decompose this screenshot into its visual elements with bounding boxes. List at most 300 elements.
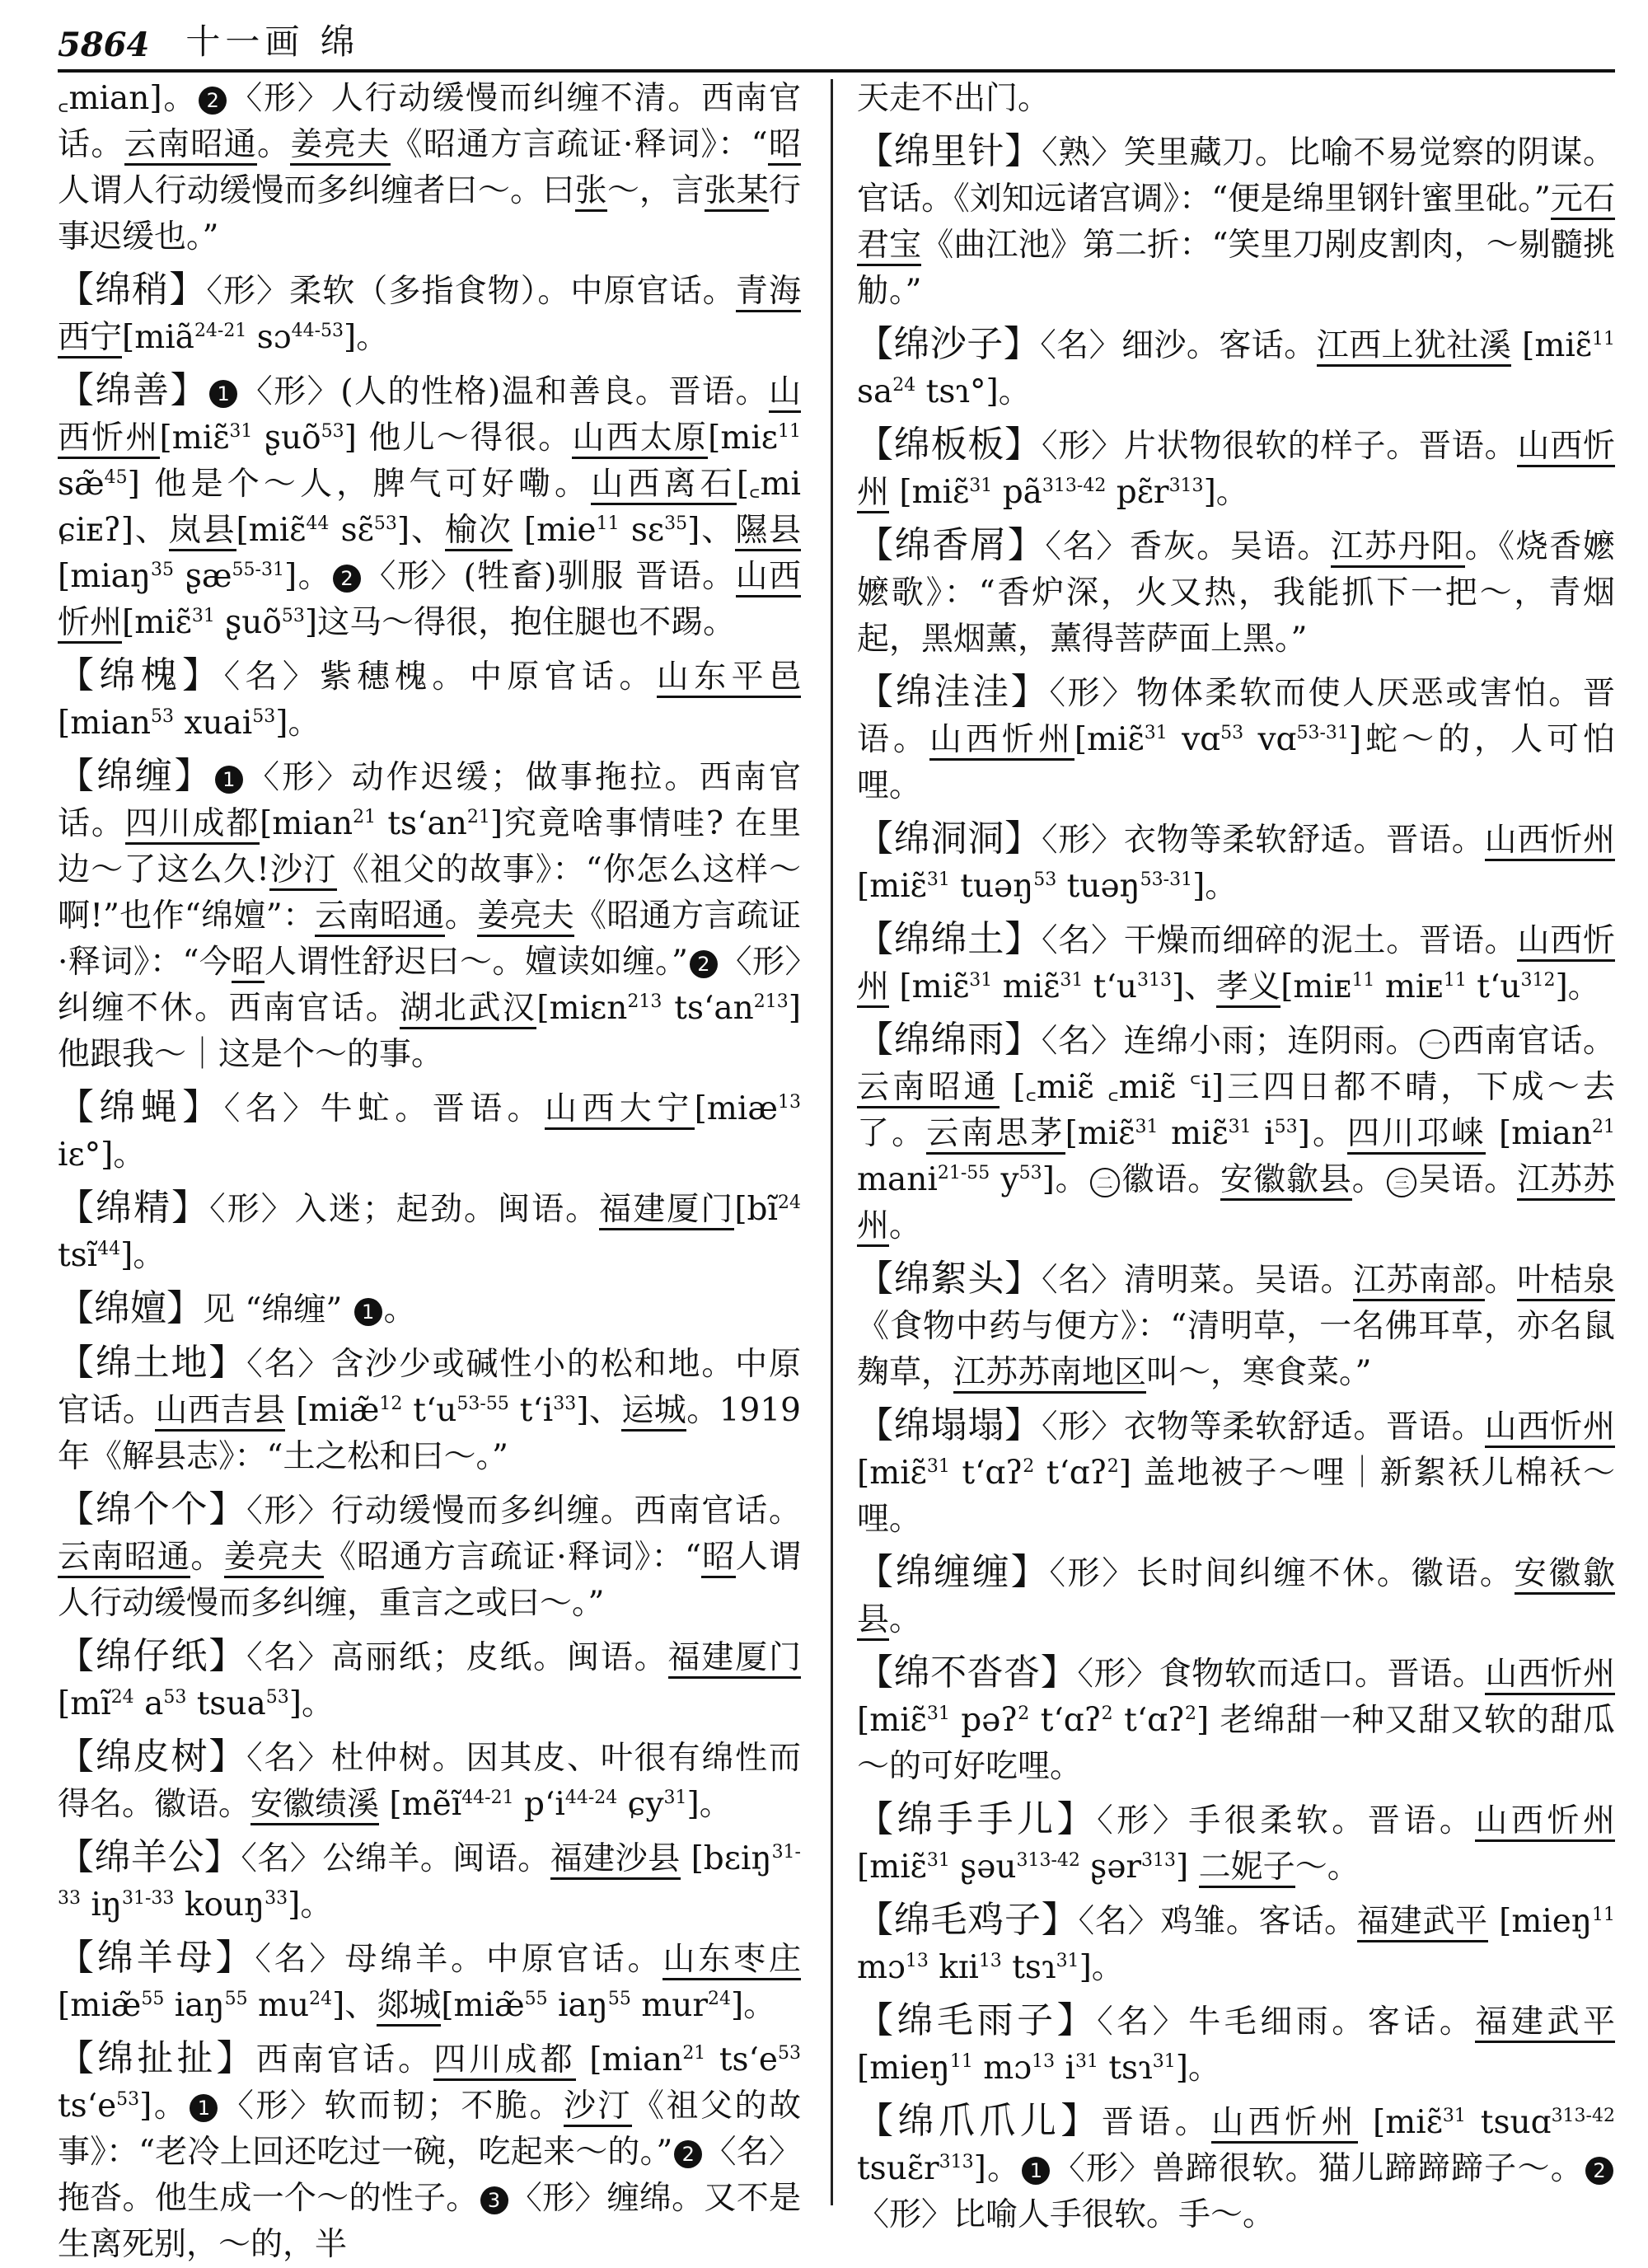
entry-headword: 【绵精】 xyxy=(58,1187,210,1229)
underlined-proper-name: 江苏南部 xyxy=(1353,1262,1484,1301)
underlined-proper-name: 四川成都 xyxy=(433,2041,576,2081)
entry-text: [miɛ̃ xyxy=(857,1702,927,1739)
entry-headword: 【绵羊母】 xyxy=(58,1937,255,1979)
tone-number: 2 xyxy=(1185,1703,1197,1724)
entry-text: ʂuõ xyxy=(214,604,282,641)
tone-number: 35 xyxy=(664,513,688,534)
tone-number: 44-24 xyxy=(564,1788,618,1808)
entry-text: 〈名〉细沙。客话。 xyxy=(1040,327,1317,364)
underlined-proper-name: 云南昭通 xyxy=(315,897,444,937)
entry-text: tsɿ xyxy=(1098,2050,1153,2087)
entry-text: [mĩ xyxy=(58,1685,111,1722)
tone-number: 31 xyxy=(969,476,993,496)
dictionary-entry xyxy=(58,1935,801,2029)
sense-number: 2 xyxy=(1585,2157,1613,2185)
entry-text: mani xyxy=(857,1161,938,1198)
underlined-proper-name: 福建武平 xyxy=(1475,2003,1615,2043)
entry-text: 见 “绵缠” xyxy=(203,1291,353,1328)
entry-text: 〈名〉牛毛细雨。客话。 xyxy=(1097,2003,1476,2041)
dictionary-entry xyxy=(857,916,1615,1010)
entry-text: 〈名〉牛虻。晋语。 xyxy=(223,1090,545,1127)
entry-text: iɛ°]。 xyxy=(58,1136,146,1174)
tone-number: 213 xyxy=(627,991,662,1012)
tone-number: 313 xyxy=(939,2152,974,2172)
dictionary-entry xyxy=(857,2098,1615,2238)
dictionary-entry xyxy=(857,1403,1615,1543)
entry-text: 〈形〉比喻人手很软。手～。 xyxy=(857,2196,1276,2233)
dictionary-entry xyxy=(857,1797,1615,1891)
underlined-proper-name: 山西忻州 xyxy=(1485,1656,1615,1695)
entry-text: ɕy xyxy=(617,1786,664,1823)
page-number: 5864 xyxy=(58,26,150,64)
entry-text: ]、 xyxy=(396,512,445,549)
entry-text: 〈形〉兽蹄很软。猫儿蹄蹄蹄子～。 xyxy=(1051,2150,1584,2187)
entry-text: t‘i xyxy=(508,1392,554,1429)
entry-headword: 【绵絮头】 xyxy=(857,1258,1042,1300)
underlined-proper-name: 昭 xyxy=(232,944,265,983)
dictionary-entry xyxy=(857,1256,1615,1396)
entry-text: [miæ̃ xyxy=(58,1987,142,2024)
entry-text: 《昭通方言疏证·释词》： xyxy=(58,897,801,981)
tone-number: 55 xyxy=(607,1989,631,2009)
entry-headword: 【绵毛鸡子】 xyxy=(857,1899,1079,1941)
dialect-group-number: 一 xyxy=(1420,1029,1449,1059)
entry-text: ]究竟啥事情哇? 在里边～了这么久! xyxy=(58,805,801,888)
entry-text: t‘ɑʔ xyxy=(1034,1455,1107,1492)
entry-text: tuəŋ xyxy=(1056,868,1140,905)
entry-text: 〈形〉行动缓慢而多纠缠。西南官话。 xyxy=(246,1492,801,1530)
tone-number: 2 xyxy=(1101,1703,1113,1724)
tone-number: 2 xyxy=(1023,1456,1035,1477)
tone-number: 13 xyxy=(777,1092,801,1113)
entry-text: iaŋ xyxy=(547,1987,608,2024)
sense-number: 1 xyxy=(1022,2157,1050,2185)
entry-headword: 【绵里针】 xyxy=(857,130,1042,172)
sense-number: 1 xyxy=(354,1298,382,1326)
entry-text: ʂuõ xyxy=(252,419,321,457)
tone-number: 53 xyxy=(151,706,175,727)
tone-number: 44-53 xyxy=(291,321,344,341)
tone-number: 31 xyxy=(191,606,215,626)
underlined-proper-name: 沙汀 xyxy=(269,851,337,891)
tone-number: 24 xyxy=(708,1989,732,2009)
underlined-proper-name: 湖北武汉 xyxy=(400,990,536,1029)
underlined-proper-name: 隰县 xyxy=(735,512,801,551)
entry-text: miɛ̃ xyxy=(1158,1115,1229,1152)
entry-text: [bɛiŋ xyxy=(680,1840,772,1877)
entry-text: [mian xyxy=(260,805,353,842)
entry-text: 。1919年《解县志》： xyxy=(58,1392,801,1475)
entry-text: iŋ xyxy=(81,1886,122,1924)
entry-text: kɪi xyxy=(928,1949,979,1986)
tone-number: 55-31 xyxy=(232,560,284,580)
tone-number: 31 xyxy=(1074,2051,1098,2072)
dictionary-entry xyxy=(857,76,1615,122)
right-column xyxy=(857,76,1616,2233)
entry-text: [mieŋ xyxy=(1487,1903,1592,1940)
tone-number: 53 xyxy=(265,1687,289,1708)
underlined-proper-name: 张 xyxy=(575,172,607,212)
dictionary-entry xyxy=(58,1835,801,1928)
entry-text: [miɛ̃ xyxy=(857,1455,927,1492)
entry-text: vɑ xyxy=(1167,721,1221,758)
dictionary-entry xyxy=(58,1185,801,1279)
underlined-proper-name: 山西忻州 xyxy=(1211,2104,1358,2144)
underlined-proper-name: 山西忻州 xyxy=(1485,1408,1615,1448)
entry-text: sɛ̃ xyxy=(329,512,374,549)
tone-number: 11 xyxy=(949,2051,973,2072)
tone-number: 11 xyxy=(596,513,620,534)
underlined-proper-name: 山西忻州 xyxy=(58,558,801,644)
column-divider xyxy=(831,79,833,2205)
dictionary-entry xyxy=(58,753,801,1078)
entry-text: 。 xyxy=(1484,1262,1518,1299)
entry-text: t‘ɑʔ xyxy=(1029,1702,1102,1739)
entry-text: [mieŋ xyxy=(857,2050,950,2087)
entry-text: tsuɛ̃r xyxy=(857,2150,939,2187)
entry-text: ]。 xyxy=(288,1886,333,1924)
tone-number: 11 xyxy=(778,421,801,442)
entry-text: 〈形〉缠绵。又不是生离死别，～的，半 xyxy=(58,2180,801,2263)
tone-number: 313 xyxy=(1136,970,1172,991)
entry-text: [bĩ xyxy=(734,1191,778,1228)
entry-text: 叫～，寒食菜。” xyxy=(1146,1354,1372,1391)
entry-headword: 【绵手手儿】 xyxy=(857,1798,1098,1840)
entry-text: 吴语。 xyxy=(1417,1161,1518,1198)
entry-text: “便是绵里钢针蜜里砒。” xyxy=(1211,180,1551,218)
entry-text: 〈形〉纠缠不休。西南官话。 xyxy=(58,944,801,1027)
underlined-proper-name: 姜亮夫 xyxy=(477,897,574,937)
entry-text: pəʔ xyxy=(949,1702,1018,1739)
underlined-proper-name: 四川邛崃 xyxy=(1347,1115,1486,1155)
sense-number: 1 xyxy=(190,2094,218,2122)
underlined-proper-name: 运城 xyxy=(621,1392,686,1432)
entry-text: 。 xyxy=(257,126,291,163)
dictionary-entry xyxy=(857,669,1615,809)
entry-text: pã xyxy=(992,474,1042,511)
entry-text: [miɛ̃ xyxy=(1511,327,1592,364)
entry-text: pɛ̃r xyxy=(1106,474,1169,511)
underlined-proper-name: 山西忻州 xyxy=(58,373,801,459)
entry-text: [miaŋ xyxy=(58,558,152,595)
underlined-proper-name: 云南昭通 xyxy=(124,126,257,166)
entry-headword: 【绵沙子】 xyxy=(857,323,1041,365)
sense-number: 1 xyxy=(209,380,237,408)
entry-text: [miɛ̃ xyxy=(122,604,192,641)
entry-text: “清明草，一名佛耳草，亦名鼠麹草， xyxy=(857,1308,1615,1391)
dictionary-entry xyxy=(857,422,1615,516)
entry-text: 〈形〉衣物等柔软舒适。晋语。 xyxy=(1041,822,1485,859)
underlined-proper-name: 福建厦门 xyxy=(599,1191,734,1230)
entry-text: [miɛ̃ xyxy=(159,419,230,457)
entry-text: 《祖父的故事》： xyxy=(58,2088,801,2171)
entry-text: ꜀mian]。 xyxy=(58,80,198,117)
tone-number: 11 xyxy=(1443,970,1467,991)
dictionary-entry xyxy=(857,1650,1615,1790)
underlined-proper-name: 山东枣庄 xyxy=(662,1941,801,1980)
entry-text: 〈名〉杜仲树。因其皮、叶很有绵性而得名。徽语。 xyxy=(58,1740,801,1823)
entry-text: ]他跟我～｜这是个～的事。 xyxy=(58,990,801,1073)
entry-text: ] 他儿～得很。 xyxy=(344,419,573,457)
tone-number: 31 xyxy=(926,1703,950,1724)
entry-headword: 【绵板板】 xyxy=(857,424,1042,466)
tone-number: 31-33 xyxy=(58,1842,801,1909)
entry-text: [miɛ̃ xyxy=(889,968,970,1005)
entry-text: ts‘e xyxy=(705,2041,778,2078)
entry-text: [miæ̃ xyxy=(285,1392,380,1429)
tone-number: 31 xyxy=(1056,1951,1079,1971)
underlined-proper-name: 二妮子 xyxy=(1199,1849,1295,1888)
entry-text: ]。 xyxy=(973,2150,1021,2187)
entry-text: 。《烧香嬷嬷歌》： xyxy=(857,528,1615,612)
entry-text: [miɛn xyxy=(536,990,628,1027)
entry-text: “土之松和曰～。” xyxy=(266,1438,508,1475)
tone-number: 55 xyxy=(141,1989,165,2009)
entry-text: tsɿ xyxy=(1001,1949,1056,1986)
underlined-proper-name: 青海西宁 xyxy=(58,273,801,358)
tone-number: 11 xyxy=(1351,970,1375,991)
sense-number: 1 xyxy=(215,766,243,794)
entry-text: ]、 xyxy=(1171,968,1217,1005)
sense-number: 2 xyxy=(199,87,227,115)
entry-text: ]。 xyxy=(1297,1115,1348,1152)
entry-text: 。 xyxy=(383,1291,416,1328)
entry-text: mu xyxy=(247,1987,310,2024)
dialect-group-number: 三 xyxy=(1387,1168,1416,1197)
entry-text: ] 盖地被子～哩｜新絮袄儿棉袄～哩。 xyxy=(857,1455,1616,1538)
dialect-group-number: 二 xyxy=(1090,1168,1120,1197)
underlined-proper-name: 云南昭通 xyxy=(857,1069,1000,1108)
dictionary-entry xyxy=(857,1897,1615,1991)
dictionary-entry xyxy=(857,1998,1615,2092)
entry-text: t‘u xyxy=(1083,968,1137,1005)
entry-text: 《食物中药与便方》： xyxy=(857,1308,1171,1345)
dictionary-entry xyxy=(58,1340,801,1480)
section-heading: 十一画 绵 xyxy=(185,21,360,62)
entry-text: 〈形〉物体柔软而使人厌恶或害怕。晋语。 xyxy=(857,675,1615,758)
tone-number: 2 xyxy=(1107,1456,1119,1477)
underlined-proper-name: 张某 xyxy=(705,172,769,212)
entry-text: ]这马～得很，抱住腿也不踢。 xyxy=(304,604,736,641)
entry-text: t‘u xyxy=(1466,968,1521,1005)
underlined-proper-name: 叶桔泉 xyxy=(1517,1262,1615,1301)
entry-text: 人谓人行动缓慢而多纠缠者曰～。曰 xyxy=(58,172,575,209)
underlined-proper-name: 山西大宁 xyxy=(545,1090,695,1130)
entry-text: mɔ xyxy=(857,1949,906,1986)
entry-text: tsĩ xyxy=(58,1237,98,1274)
tone-number: 313-42 xyxy=(1551,2106,1615,2126)
tone-number: 35 xyxy=(151,560,175,580)
entry-text: miɛ̃ xyxy=(992,968,1060,1005)
underlined-proper-name: 山东平邑 xyxy=(657,658,801,698)
entry-text: 人谓人行动缓慢而多纠缠，重言之或曰～。” xyxy=(58,1539,801,1622)
underlined-proper-name: 昭 xyxy=(701,1539,736,1578)
entry-text: [miæ̃ xyxy=(441,1987,525,2024)
entry-text: 〈形〉长时间纠缠不休。徽语。 xyxy=(1049,1555,1515,1592)
entry-text: 〈名〉母绵羊。中原官话。 xyxy=(255,1941,663,1978)
entry-text: [miæ xyxy=(694,1090,778,1127)
underlined-proper-name: 山西吉县 xyxy=(155,1392,285,1432)
left-column xyxy=(58,76,802,2263)
entry-text: ～，言 xyxy=(606,172,705,209)
entry-text: [miã xyxy=(122,319,194,356)
entry-text: 〈名〉拖沓。他生成一个～的性子。 xyxy=(58,2134,801,2217)
entry-text: ]。 xyxy=(1555,968,1600,1005)
entry-text: 〈名〉连绵小雨；连阴雨。 xyxy=(1041,1023,1419,1060)
entry-text: 〈名〉清明菜。吴语。 xyxy=(1041,1262,1354,1299)
dictionary-entry xyxy=(58,76,801,260)
entry-text: [miɛ̃ xyxy=(236,512,307,549)
underlined-proper-name: 云南思茅 xyxy=(926,1115,1065,1155)
entry-text: 《昭通方言疏证·释词》： xyxy=(390,126,751,163)
underlined-proper-name: 云南昭通 xyxy=(58,1539,190,1578)
tone-number: 21 xyxy=(1592,1117,1615,1137)
tone-number: 53 xyxy=(163,1687,187,1708)
entry-text: ts‘e xyxy=(58,2088,117,2125)
entry-text: 人谓性舒迟曰～。嬗读如缠。” xyxy=(264,944,688,981)
underlined-proper-name: 四川成都 xyxy=(125,805,260,845)
entry-headword: 【绵缠】 xyxy=(58,755,213,797)
tone-number: 313 xyxy=(1141,1850,1177,1871)
entry-text: [mian xyxy=(575,2041,683,2078)
entry-headword: 【绵香屑】 xyxy=(857,524,1046,566)
entry-text: ]。 xyxy=(344,319,389,356)
entry-headword: 【绵个个】 xyxy=(58,1488,247,1530)
tone-number: 2 xyxy=(1018,1703,1030,1724)
tone-number: 13 xyxy=(905,1951,929,1971)
entry-text: [mian xyxy=(1486,1115,1592,1152)
tone-number: 53 xyxy=(252,706,276,727)
tone-number: 53 xyxy=(778,2043,801,2064)
entry-text: ]、 xyxy=(576,1392,622,1429)
tone-number: 53 xyxy=(1018,1163,1042,1183)
entry-text: tuəŋ xyxy=(949,868,1034,905)
entry-headword: 【绵绵雨】 xyxy=(857,1019,1042,1061)
entry-text: 〈名〉鸡雏。客话。 xyxy=(1078,1903,1357,1940)
underlined-proper-name: 山西忻州 xyxy=(857,922,1615,1008)
underlined-proper-name: 郯城 xyxy=(377,1987,441,2027)
entry-text: [mẽĩ xyxy=(379,1786,462,1823)
tone-number: 33 xyxy=(265,1888,288,1909)
tone-number: 55 xyxy=(224,1989,248,2009)
entry-text: 〈熟〉笑里藏刀。比喻不易觉察的阴谋。官话。《刘知远诸宫调》： xyxy=(857,134,1615,218)
dictionary-entry xyxy=(857,1017,1615,1249)
tone-number: 45 xyxy=(104,467,128,488)
entry-text: ]。 xyxy=(731,1987,776,2024)
tone-number: 21 xyxy=(682,2043,706,2064)
entry-headword: 【绵蝇】 xyxy=(58,1086,224,1128)
entry-text: ts‘an xyxy=(662,990,754,1027)
tone-number: 31 xyxy=(969,970,993,991)
entry-text: 〈形〉柔软（多指食物）。中原官话。 xyxy=(206,273,736,310)
header-rule xyxy=(58,69,1615,73)
entry-text: [miɛ̃ xyxy=(1074,721,1145,758)
page-header xyxy=(58,18,1615,64)
entry-text: vɑ xyxy=(1243,721,1297,758)
tone-number: 53 xyxy=(321,421,344,442)
entry-headword: 【绵绵土】 xyxy=(857,918,1042,960)
entry-text: “今 xyxy=(182,944,232,981)
entry-text: “ xyxy=(751,126,768,163)
tone-number: 53 xyxy=(1033,869,1057,890)
tone-number: 53 xyxy=(373,513,397,534)
underlined-proper-name: 江苏苏南地区 xyxy=(953,1354,1146,1394)
tone-number: 31 xyxy=(663,1788,687,1808)
underlined-proper-name: 安徽绩溪 xyxy=(250,1786,379,1825)
dictionary-entry xyxy=(857,816,1615,910)
entry-text: ] 他是个～人，脾气可好嘞。 xyxy=(127,466,592,503)
entry-text: “ xyxy=(684,1539,701,1576)
tone-number: 33 xyxy=(553,1394,577,1414)
sense-number: 2 xyxy=(674,2140,702,2168)
entry-text: tsɿ°]。 xyxy=(915,373,1031,410)
tone-number: 53 xyxy=(116,2089,140,2110)
entry-text: [miɛ̃ xyxy=(857,868,927,905)
entry-text: a xyxy=(133,1685,164,1722)
entry-text: ] 老绵甜一种又甜又软的甜瓜～的可好吃哩。 xyxy=(857,1702,1615,1785)
entry-text: mɔ xyxy=(972,2050,1032,2087)
entry-text: ts‘an xyxy=(376,805,467,842)
entry-text: 西南官话。 xyxy=(255,2041,434,2078)
tone-number: 44 xyxy=(306,513,330,534)
tone-number: 312 xyxy=(1520,970,1556,991)
entry-headword: 【绵洞洞】 xyxy=(857,818,1042,860)
entry-text: 〈形〉(牲畜)驯服 晋语。 xyxy=(363,558,736,595)
tone-number: 313-42 xyxy=(1042,476,1107,496)
entry-text: ]。 xyxy=(1203,474,1248,511)
sense-number: 2 xyxy=(333,565,361,593)
entry-text: ]。 xyxy=(1079,1949,1124,1986)
underlined-proper-name: 山西忻州 xyxy=(929,721,1074,761)
entry-text: 〈形〉人行动缓慢而纠缠不清。西南官话。 xyxy=(58,80,801,163)
entry-text: “老冷上回还吃过一碗，吃起来～的。” xyxy=(138,2134,673,2171)
entry-text: p‘i xyxy=(513,1786,565,1823)
entry-text: 〈名〉干燥而细碎的泥土。晋语。 xyxy=(1041,922,1518,959)
underlined-proper-name: 江苏丹阳 xyxy=(1331,528,1465,568)
entry-text: 〈形〉片状物很软的样子。晋语。 xyxy=(1041,428,1518,465)
entry-text: ] xyxy=(1176,1849,1199,1886)
underlined-proper-name: 福建厦门 xyxy=(668,1639,802,1679)
entry-headword: 【绵缠缠】 xyxy=(857,1551,1050,1593)
entry-text: [mie xyxy=(512,512,597,549)
tone-number: 11 xyxy=(1591,1905,1615,1925)
entry-headword: 【绵嬗】 xyxy=(58,1287,203,1329)
entry-text: 〈形〉衣物等柔软舒适。晋语。 xyxy=(1041,1408,1485,1446)
underlined-proper-name: 岚县 xyxy=(169,512,236,551)
entry-text: 《昭通方言疏证·释词》： xyxy=(323,1539,685,1576)
entry-text: ]。 xyxy=(139,2088,189,2125)
entry-text: 〈名〉紫穗槐。中原官话。 xyxy=(223,658,657,696)
entry-text: 〈形〉入迷；起劲。闽语。 xyxy=(209,1191,600,1228)
entry-text: ʂər xyxy=(1079,1849,1142,1886)
entry-text: kouŋ xyxy=(174,1886,265,1924)
tone-number: 313 xyxy=(1168,476,1204,496)
entry-text: ]。 xyxy=(120,1237,166,1274)
underlined-proper-name: 福建武平 xyxy=(1357,1903,1488,1942)
tone-number: 24 xyxy=(778,1193,801,1213)
entry-text: 《曲江池》第二折： xyxy=(921,227,1212,264)
tone-number: 13 xyxy=(1032,2051,1056,2072)
tone-number: 31 xyxy=(1152,2051,1176,2072)
tone-number: 313-42 xyxy=(1016,1850,1080,1871)
entry-text: [mian xyxy=(58,705,152,742)
entry-text: sa xyxy=(857,373,893,410)
tone-number: 53 xyxy=(1274,1117,1298,1137)
entry-headword: 【绵洼洼】 xyxy=(857,671,1050,713)
entry-text: i xyxy=(1251,1115,1275,1152)
underlined-proper-name: 江苏苏州 xyxy=(857,1161,1615,1247)
tone-number: 53 xyxy=(281,606,305,626)
